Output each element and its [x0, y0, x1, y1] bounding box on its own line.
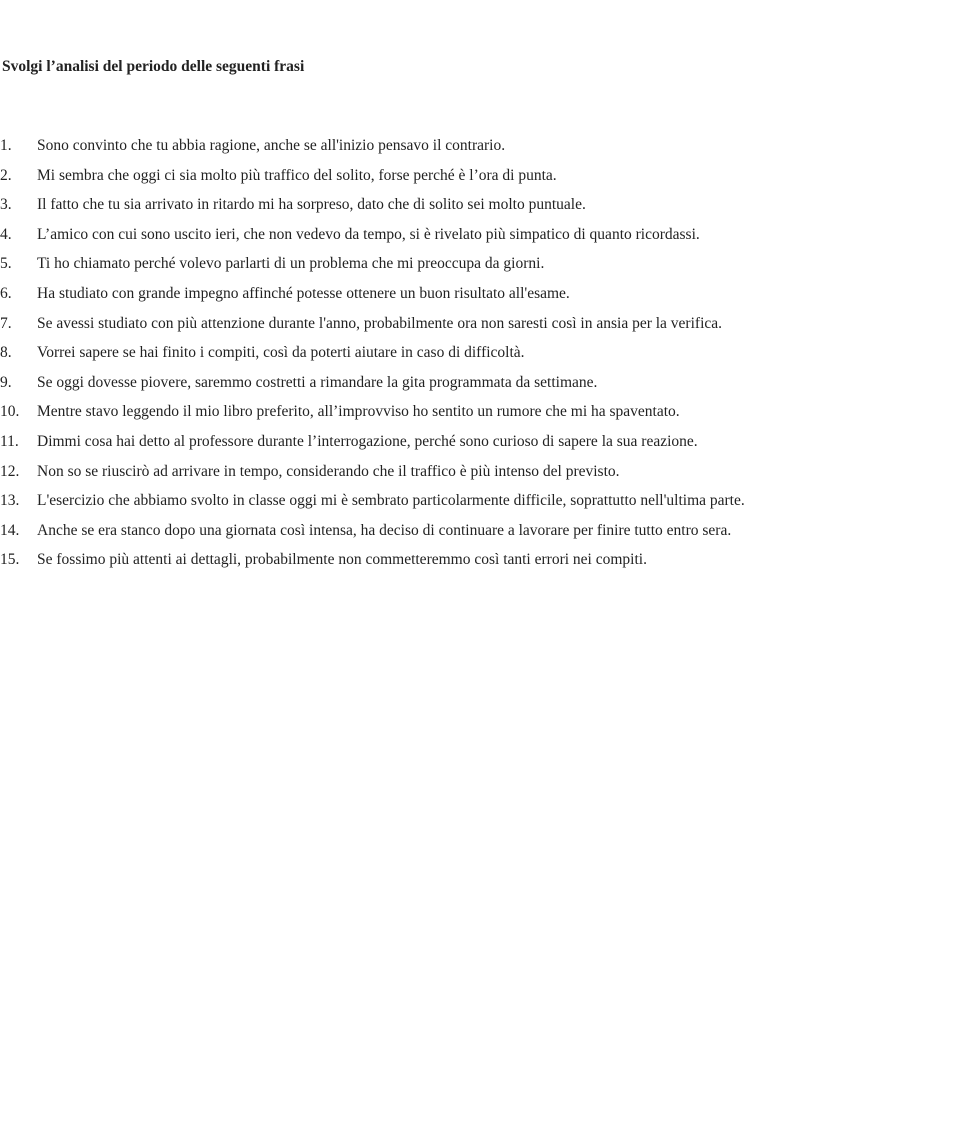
- item-text: Se oggi dovesse piovere, saremmo costretti a rimandare la gita programmata da settimane.: [37, 373, 598, 391]
- list-item: [0, 486, 877, 516]
- list-item: [0, 516, 877, 546]
- list-item: [0, 190, 877, 220]
- item-text: Ha studiato con grande impegno affinché potesse ottenere un buon risultato all'esame.: [37, 284, 570, 302]
- page-title: Svolgi l’analisi del periodo delle seguenti frasi: [2, 58, 305, 75]
- item-number: 11.: [0, 432, 19, 450]
- list-item: [0, 427, 877, 457]
- item-number: 13.: [0, 492, 20, 510]
- item-number: 8.: [0, 344, 12, 362]
- item-text: Mi sembra che oggi ci sia molto più traffico del solito, forse perché è l’ora di punta.: [37, 166, 557, 184]
- list-item: [0, 338, 877, 368]
- list-item: [0, 279, 877, 309]
- item-number: 9.: [0, 373, 12, 391]
- list-item: [0, 368, 877, 398]
- item-text: L'esercizio che abbiamo svolto in classe oggi mi è sembrato particolarmente difficile, soprattutto nell'ultima parte.: [37, 492, 745, 510]
- item-text: Vorrei sapere se hai finito i compiti, così da poterti aiutare in caso di difficoltà.: [37, 344, 525, 362]
- list-item: [0, 161, 877, 191]
- item-number: 14.: [0, 521, 20, 539]
- item-number: 5.: [0, 255, 12, 273]
- list-item: [0, 131, 877, 161]
- list-item: [0, 309, 877, 339]
- item-number: 2.: [0, 166, 12, 184]
- item-text: Il fatto che tu sia arrivato in ritardo mi ha sorpreso, dato che di solito sei molto puntuale.: [37, 196, 586, 214]
- item-text: Dimmi cosa hai detto al professore durante l’interrogazione, perché sono curioso di sapere la sua reazione.: [37, 432, 698, 450]
- item-text: L’amico con cui sono uscito ieri, che non vedevo da tempo, si è rivelato più simpatico di quanto ricordassi.: [37, 225, 700, 243]
- item-text: Mentre stavo leggendo il mio libro preferito, all’improvviso ho sentito un rumore che mi ha spaventato.: [37, 403, 680, 421]
- item-number: 12.: [0, 462, 20, 480]
- sentence-list: [0, 131, 877, 575]
- list-item: [0, 457, 877, 487]
- item-text: Se fossimo più attenti ai dettagli, probabilmente non commetteremmo così tanti errori nei compiti.: [37, 551, 647, 569]
- item-text: Se avessi studiato con più attenzione durante l'anno, probabilmente ora non saresti così in ansia per la verifica.: [37, 314, 723, 332]
- list-item: [0, 397, 877, 427]
- item-number: 15.: [0, 551, 20, 569]
- item-text: Ti ho chiamato perché volevo parlarti di un problema che mi preoccupa da giorni.: [37, 255, 545, 273]
- item-text: Anche se era stanco dopo una giornata così intensa, ha deciso di continuare a lavorare per finire tutto entro sera.: [37, 521, 732, 539]
- item-number: 7.: [0, 314, 12, 332]
- list-item: [0, 545, 877, 575]
- item-text: Non so se riuscirò ad arrivare in tempo, considerando che il traffico è più intenso del previsto.: [37, 462, 620, 480]
- list-item: [0, 249, 877, 279]
- item-number: 3.: [0, 196, 12, 214]
- item-number: 1.: [0, 137, 12, 154]
- item-text: Sono convinto che tu abbia ragione, anche se all'inizio pensavo il contrario.: [37, 137, 506, 154]
- item-number: 10.: [0, 403, 20, 421]
- list-item: [0, 220, 877, 250]
- item-number: 6.: [0, 284, 12, 302]
- item-number: 4.: [0, 225, 12, 243]
